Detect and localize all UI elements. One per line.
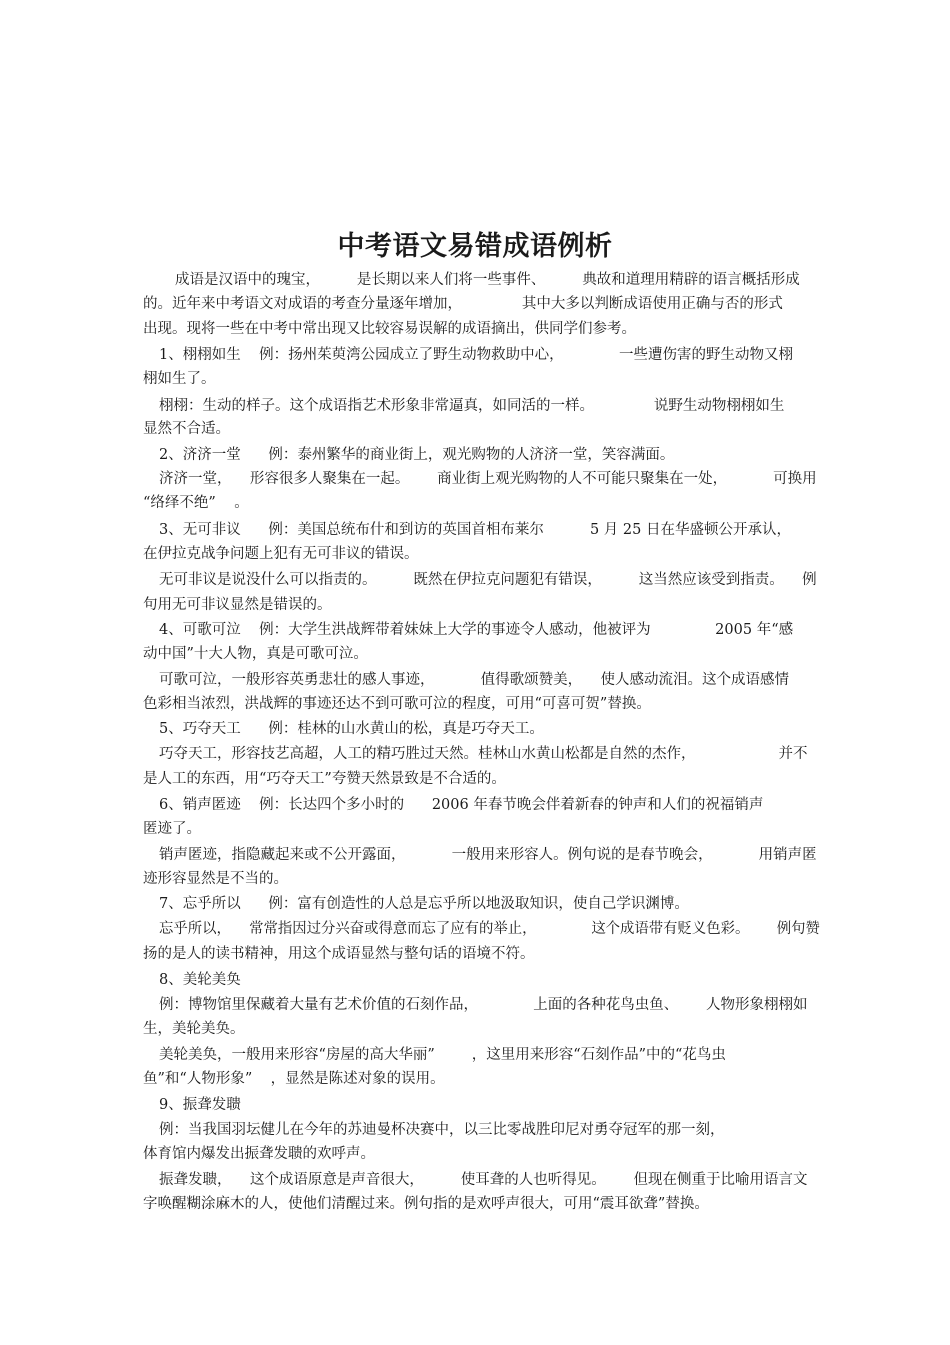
paragraph-line: 显然不合适。 (143, 421, 230, 437)
paragraph-line: 扬的是人的读书精神，用这个成语显然与整句话的语境不符。 (143, 946, 535, 962)
item-heading-2: 2、济济一堂 例：泰州繁华的商业街上，观光购物的人济济一堂，笑容满面。 (159, 447, 675, 463)
paragraph-line: 动中国”十大人物，真是可歌可泣。 (143, 646, 368, 662)
paragraph-line: 生，美轮美奂。 (143, 1021, 245, 1037)
paragraph-line: 例：当我国羽坛健儿在今年的苏迪曼杯决赛中，以三比零战胜印尼对勇夺冠军的那一刻， (159, 1122, 725, 1138)
paragraph-line: 句用无可非议显然是错误的。 (143, 597, 332, 613)
paragraph-line: 济济一堂， 形容很多人聚集在一起。 商业街上观光购物的人不可能只聚集在一处， 可换用 (159, 471, 817, 487)
paragraph-line: 销声匿迹，指隐藏起来或不公开露面， 一般用来形容人。例句说的是春节晚会， 用销声匿 (159, 847, 817, 863)
paragraph-line: 栩栩：生动的样子。这个成语指艺术形象非常逼真，如同活的一样。 说野生动物栩栩如生 (159, 398, 785, 414)
paragraph-line: 出现。现将一些在中考中常出现又比较容易误解的成语摘出，供同学们参考。 (143, 321, 636, 337)
paragraph-line: 可歌可泣，一般形容英勇悲壮的感人事迹， 值得歌颂赞美， 使人感动流泪。这个成语感情 (159, 672, 790, 688)
item-heading-7: 7、忘乎所以 例：富有创造性的人总是忘乎所以地汲取知识，使自己学识渊博。 (159, 896, 689, 912)
paragraph-line: 迹形容显然是不当的。 (143, 871, 288, 887)
paragraph-line: 在伊拉克战争问题上犯有无可非议的错误。 (143, 546, 419, 562)
paragraph-line: 忘乎所以， 常常指因过分兴奋或得意而忘了应有的举止， 这个成语带有贬义色彩。 例句赞 (159, 921, 820, 937)
paragraph-line: 振聋发聩， 这个成语原意是声音很大， 使耳聋的人也听得见。 但现在侧重于比喻用语言文 (159, 1172, 808, 1188)
item-heading-6: 6、销声匿迹 例：长达四个多小时的 2006 年春节晚会伴着新春的钟声和人们的祝福销声 (159, 797, 764, 813)
paragraph-line: “络绎不绝” 。 (143, 495, 249, 511)
paragraph-line: 美轮美奂，一般用来形容“房屋的高大华丽” ，这里用来形容“石刻作品”中的“花鸟虫 (159, 1047, 726, 1063)
paragraph-line: 的。近年来中考语文对成语的考查分量逐年增加， 其中大多以判断成语使用正确与否的形式 (143, 296, 783, 312)
paragraph-line: 例：博物馆里保藏着大量有艺术价值的石刻作品， 上面的各种花鸟虫鱼、 人物形象栩栩如 (159, 997, 808, 1013)
paragraph-line: 巧夺天工，形容技艺高超，人工的精巧胜过天然。桂林山水黄山松都是自然的杰作， 并不 (159, 746, 808, 762)
item-heading-4: 4、可歌可泣 例：大学生洪战辉带着妹妹上大学的事迹令人感动，他被评为 2005 年“感 (159, 622, 794, 638)
item-heading-9: 9、振聋发聩 (159, 1097, 241, 1113)
item-heading-8: 8、美轮美奂 (159, 972, 241, 988)
item-heading-5: 5、巧夺天工 例：桂林的山水黄山的松，真是巧夺天工。 (159, 721, 544, 737)
paragraph-line: 色彩相当浓烈，洪战辉的事迹还达不到可歌可泣的程度，可用“可喜可贺”替换。 (143, 696, 651, 712)
paragraph-line: 体育馆内爆发出振聋发聩的欢呼声。 (143, 1146, 375, 1162)
paragraph-line: 匿迹了。 (143, 821, 201, 837)
item-heading-3: 3、无可非议 例：美国总统布什和到访的英国首相布莱尔 5 月 25 日在华盛顿公开承认， (159, 522, 791, 538)
paragraph-line: 成语是汉语中的瑰宝， 是长期以来人们将一些事件、 典故和道理用精辟的语言概括形成 (175, 272, 800, 288)
item-heading-1: 1、栩栩如生 例：扬州茱萸湾公园成立了野生动物救助中心， 一些遭伤害的野生动物又栩 (159, 347, 793, 363)
paragraph-line: 是人工的东西，用“巧夺天工”夸赞天然景致是不合适的。 (143, 771, 506, 787)
paragraph-line: 栩如生了。 (143, 371, 216, 387)
document-title: 中考语文易错成语例析 (337, 231, 613, 262)
paragraph-line: 鱼”和“人物形象” ，显然是陈述对象的误用。 (143, 1071, 445, 1087)
paragraph-line: 无可非议是说没什么可以指责的。 既然在伊拉克问题犯有错误， 这当然应该受到指责。 例 (159, 572, 817, 588)
paragraph-line: 字唤醒糊涂麻木的人，使他们清醒过来。例句指的是欢呼声很大，可用“震耳欲聋”替换。 (143, 1196, 709, 1212)
